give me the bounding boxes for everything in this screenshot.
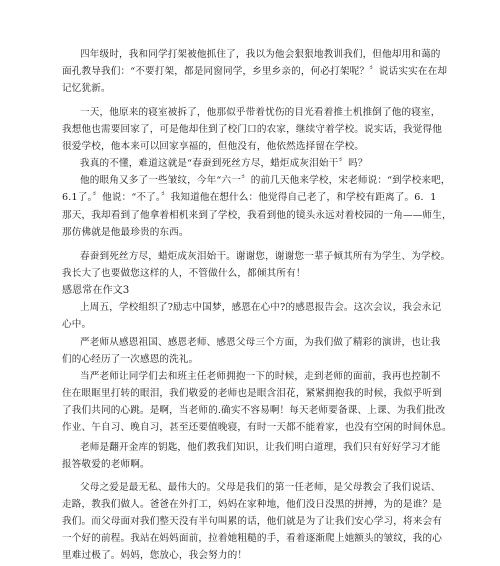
text-line: 我真的不懂，难道这就是“春蚕到死丝方尽，蜡炬成灰泪始干〞吗？ — [80, 158, 368, 169]
text-line: 记忆犹新。 — [62, 83, 111, 94]
text-line: 住在眼眶里打转的眼泪，我们敬爱的老师也是眼含泪花，紧紧拥抱我的时候，我似乎听到 — [62, 388, 443, 399]
text-line: 走路，教我们做人。爸爸在外打工，妈妈在家种地，他们没日没黑的拼搏，为的是谁？是 — [62, 499, 443, 510]
text-line: 面孔教导我们：“不要打架，都是同窗同学，乡里乡亲的，何必打架呢？〞说话实实在在却 — [62, 66, 448, 77]
text-line: 他的眼角又多了一些皱纹，今年“六一〞的前几天他来学校，宋老师说：“到学校来吧， — [80, 175, 451, 186]
text-line: 我们。而父母面对我们整天没有半句叫累的话，他们就是为了让我们安心学习，将来会有 — [62, 516, 443, 527]
text-line: 父母之爱是最无私、最伟大的。父母是我们的第一任老师，是父母教会了我们说话、 — [80, 482, 441, 493]
text-line: 一个好的前程。我站在妈妈面前，拉着她粗糙的手，看着逐渐爬上她额头的皱纹，我的心 — [62, 533, 443, 544]
text-line: 严老师从感恩祖国、感恩老师、感恩父母三个方面，为我们做了精彩的演讲，也让我 — [80, 337, 441, 348]
text-line: 一天，他原来的寝室被拆了，他那似乎带着忧伤的目光看着推土机推倒了他的寝室， — [80, 107, 441, 118]
text-line: 那仿佛就是他最珍贵的东西。 — [62, 227, 189, 238]
text-line: 很爱学校，他本来可以回家享福的，但他没有，他依然选择留在学校。 — [62, 141, 365, 152]
text-line: 报答敬爱的老师啊。 — [62, 459, 150, 470]
text-line: 了我们共同的心跳。是啊，当老师的.确实不容易啊！每天老师要备课、上课、为我们批改 — [62, 405, 446, 416]
text-line: 心中。 — [62, 319, 92, 330]
text-line: 四年级时，我和同学打架被他抓住了，我以为他会狠狠地教训我们，但他却用和蔼的 — [80, 49, 441, 60]
text-line: 当严老师让同学们去和班主任老师拥抱一下的时候，走到老师的面前，我再也控制不 — [80, 371, 441, 382]
text-line: 我长大了也要做您这样的人，不管做什么，都倾其所有！ — [62, 268, 306, 279]
text-line: 作业、午自习、晚自习，甚至还要值晚寝，有时一天都不能着家，也没有空闲的时间休息。 — [62, 422, 452, 433]
text-line: 上周五，学校组织了?励志中国梦，感恩在心中?的感恩报告会。这次会议，我会永记 — [80, 302, 442, 313]
text-line: 6.1了。〞他说：“不了。〞我知道他在想什么：他觉得自己老了，和学校有距离了。6．1 — [62, 192, 437, 203]
text-line: 老师是翻开金库的钥匙，他们教我们知识，让我们明白道理，我们只有好好学习才能 — [80, 442, 441, 453]
text-line: 春蚕到死丝方尽，蜡炬成灰泪始干。谢谢您，谢谢您一辈子倾其所有为学生、为学校。 — [80, 251, 451, 262]
text-line: 那天，我却看到了他拿着相机来到了学校，我看到他的镜头永远对着校园的一角——师生， — [62, 210, 452, 221]
text-line: 里难过极了。妈妈，您放心，我会努力的！ — [62, 550, 248, 561]
text-line: 我想他也需要回家了，可是他却住到了校门口的农家，继续守着学校。说实话，我觉得他 — [62, 124, 443, 135]
text-line: 们的心经历了一次感恩的洗礼。 — [62, 354, 199, 365]
section-heading: 感恩常在作文3 — [62, 285, 130, 296]
